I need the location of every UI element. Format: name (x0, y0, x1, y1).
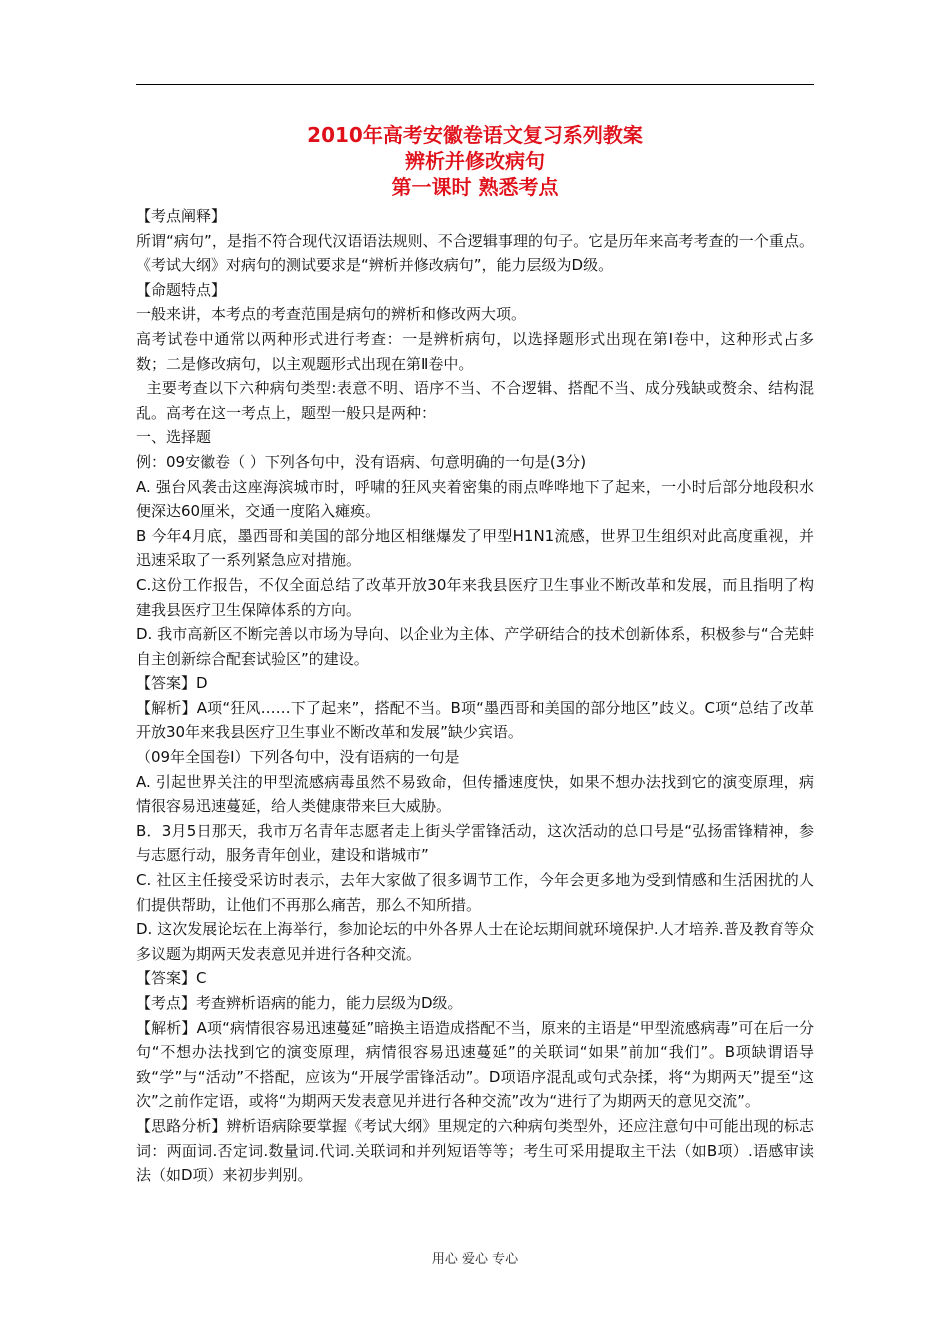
option-b: B．3月5日那天，我市万名青年志愿者走上街头学雷锋活动，这次活动的总口号是“弘扬雷锋精神，参与志愿行动，服务青年创业，建设和谐城市” (136, 821, 814, 865)
option-a: A. 引起世界关注的甲型流感病毒虽然不易致命，但传播速度快，如果不想办法找到它的演变原理，病情很容易迅速蔓延，给人类健康带来巨大威胁。 (136, 772, 814, 816)
section-heading-kaodian: 【考点阐释】 (136, 207, 227, 225)
analysis: 【解析】A项“狂风……下了起来”，搭配不当。B项“墨西哥和美国的部分地区”歧义。C项“总结了改革开放30年来我县医疗卫生事业不断改革和发展”缺少宾语。 (136, 698, 814, 742)
body-paragraph: 一般来讲，本考点的考查范围是病句的辨析和修改两大项。 (136, 305, 527, 324)
kaodian-note: 【考点】考查辨析语病的能力，能力层级为D级。 (136, 994, 463, 1012)
thinking-analysis: 【思路分析】辨析语病除要掌握《考试大纲》里规定的六种病句类型外，还应注意句中可能出现的标志词：两面词.否定词.数量词.代词.关联词和并列短语等等；考生可采用提取主干法（如B项）.语感审读法（如D项）来初步判别。 (136, 1116, 814, 1185)
body-paragraph: 高考试卷中通常以两种形式进行考查：一是辨析病句，以选择题形式出现在第Ⅰ卷中，这种形式占多数；二是修改病句，以主观题形式出现在第Ⅱ卷中。 (136, 329, 814, 373)
example-question: 例：09安徽卷（ ）下列各句中，没有语病、句意明确的一句是(3分) (136, 452, 587, 471)
option-d: D. 这次发展论坛在上海举行，参加论坛的中外各界人士在论坛期间就环境保护.人才培养.普及教育等众多议题为期两天发表意见并进行各种交流。 (136, 920, 814, 963)
answer: 【答案】C (136, 969, 207, 988)
analysis: 【解析】A项“病情很容易迅速蔓延”暗换主语造成搭配不当，原来的主语是“甲型流感病毒”可在后一分句“不想办法找到它的演变原理，病情很容易迅速蔓延”的关联词“如果”前加“我们”。B项缺谓语导致“学”与“活动”不搭配，应该为“开展学雷锋活动”。D项语序混乱或句式杂揉，将“为期两天”提至“这次”之前作定语，或将“为期两天发表意见并进行各种交流”改为“进行了为期两天的意见交流”。 (136, 1018, 814, 1111)
section-heading-mingti: 【命题特点】 (136, 280, 227, 299)
body-paragraph: 主要考查以下六种病句类型:表意不明、语序不当、不合逻辑、搭配不当、成分残缺或赘余、结构混乱。高考在这一考点上，题型一般只是两种： (136, 379, 814, 422)
option-b: B 今年4月底，墨西哥和美国的部分地区相继爆发了甲型H1N1流感，世界卫生组织对此高度重视，并迅速采取了一系列紧急应对措施。 (136, 526, 814, 570)
option-c: C. 社区主任接受采访时表示，去年大家做了很多调节工作，今年会更多地为受到情感和生活困扰的人们提供帮助，让他们不再那么痛苦，那么不知所措。 (136, 871, 814, 914)
page-footer: 用心 爱心 专心 (431, 1252, 519, 1267)
document-title-block (136, 122, 814, 200)
body-paragraph: 所谓“病句”，是指不符合现代汉语语法规则、不合逻辑事理的句子。它是历年来高考考查的一个重点。《考试大纲》对病句的测试要求是“辨析并修改病句”，能力层级为D级。 (136, 231, 814, 275)
option-c: C.这份工作报告，不仅全面总结了改革开放30年来我县医疗卫生事业不断改革和发展，而且指明了构建我县医疗卫生保障体系的方向。 (136, 575, 814, 619)
header-rule (136, 84, 814, 85)
example-question: （09年全国卷Ⅰ）下列各句中，没有语病的一句是 (136, 748, 460, 767)
option-a: A. 强台风袭击这座海滨城市时，呼啸的狂风夹着密集的雨点哗哗地下了起来，一小时后部分地段积水便深达60厘米，交通一度陷入瘫痪。 (136, 477, 814, 521)
answer: 【答案】D (136, 674, 208, 693)
document-body (136, 204, 814, 1188)
document-subtitle: 辨析并修改病句 (405, 149, 545, 173)
lesson-title: 第一课时 熟悉考点 (391, 175, 559, 199)
option-d: D. 我市高新区不断完善以市场为导向、以企业为主体、产学研结合的技术创新体系，积极参与“合芜蚌自主创新综合配套试验区”的建设。 (136, 625, 814, 668)
document-title: 2010年高考安徽卷语文复习系列教案 (307, 123, 643, 147)
section-heading-choice: 一、选择题 (136, 428, 212, 447)
